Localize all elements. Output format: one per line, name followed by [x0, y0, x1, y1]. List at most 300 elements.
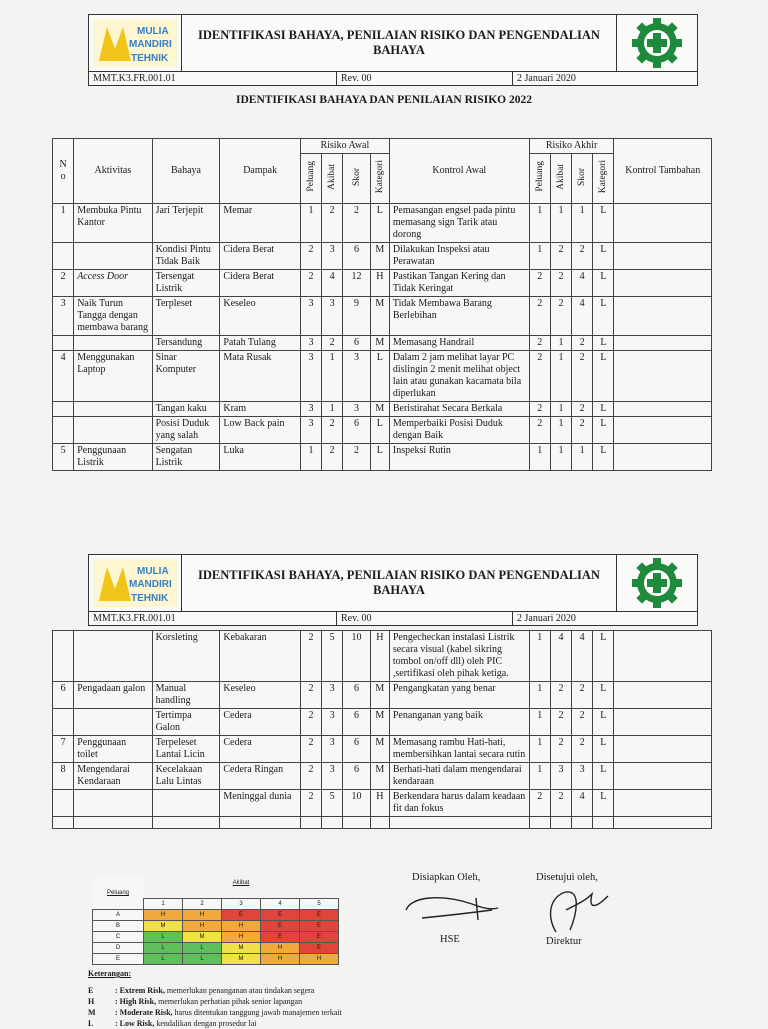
cell-empty [550, 817, 571, 829]
cell-dampak: Cidera Berat [220, 243, 301, 270]
cell-kontrol: Dalam 2 jam melihat layar PC dislingin 2 menit melihat object lain atau gunakan kacamata bila diperlukan [389, 351, 529, 402]
table-row [53, 243, 712, 270]
cell-aktivitas [74, 243, 152, 270]
cell-kontrol: Memasang Handrail [389, 336, 529, 351]
revision: Rev. 00 [337, 612, 513, 625]
cell-a2: 2 [550, 736, 571, 763]
document-header-1 [88, 14, 698, 86]
cell-s: 6 [343, 243, 371, 270]
cell-kontrol-tambahan [614, 351, 712, 402]
cell-k2: L [593, 682, 614, 709]
cell-p2: 2 [529, 402, 550, 417]
cell-s2: 2 [572, 417, 593, 444]
matrix-cell: M [144, 920, 183, 931]
cell-no: 5 [53, 444, 74, 471]
cell-s2: 1 [572, 204, 593, 243]
table-row [53, 631, 712, 682]
matrix-row-label: C [93, 931, 144, 942]
matrix-col-header: 5 [300, 898, 339, 909]
cell-a2: 2 [550, 243, 571, 270]
cell-s: 6 [343, 763, 371, 790]
matrix-cell: H [222, 920, 261, 931]
cell-aktivitas [74, 631, 152, 682]
cell-dampak: Mata Rusak [220, 351, 301, 402]
cell-a: 2 [322, 336, 343, 351]
doc-date: 2 Januari 2020 [517, 613, 576, 624]
cell-dampak: Cedera [220, 709, 301, 736]
legend-key: M [88, 1008, 96, 1017]
cell-s: 2 [343, 444, 371, 471]
legend-description: memerlukan perhatian pihak senior lapangan [156, 997, 303, 1006]
cell-k: L [370, 351, 389, 402]
cell-bahaya: Kondisi Pintu Tidak Baik [152, 243, 220, 270]
col-no: N o [53, 139, 74, 204]
cell-k2: L [593, 351, 614, 402]
table-row [53, 204, 712, 243]
cell-bahaya: Kecelakaan Lalu Lintas [152, 763, 220, 790]
cell-aktivitas: Naik Turun Tangga dengan membawa barang [74, 297, 152, 336]
prepared-role: HSE [440, 934, 460, 945]
matrix-col-header: 4 [261, 898, 300, 909]
cell-s: 6 [343, 709, 371, 736]
cell-a: 3 [322, 736, 343, 763]
cell-empty [74, 817, 152, 829]
matrix-cell: E [222, 909, 261, 920]
cell-k: H [370, 790, 389, 817]
cell-bahaya [152, 790, 220, 817]
cell-no: 1 [53, 204, 74, 243]
cell-kontrol-tambahan [614, 631, 712, 682]
cell-p2: 1 [529, 763, 550, 790]
cell-a: 3 [322, 682, 343, 709]
cell-p2: 2 [529, 270, 550, 297]
matrix-cell: M [183, 931, 222, 942]
table-row-empty [53, 817, 712, 829]
cell-s: 3 [343, 351, 371, 402]
matrix-col-header: 3 [222, 898, 261, 909]
cell-kontrol: Tidak Membawa Barang Berlebihan [389, 297, 529, 336]
company-logo [89, 15, 182, 71]
cell-s: 6 [343, 336, 371, 351]
doc-date: 2 Januari 2020 [517, 73, 576, 84]
cell-a: 3 [322, 763, 343, 790]
cell-a2: 2 [550, 270, 571, 297]
cell-empty [300, 817, 321, 829]
cell-a2: 2 [550, 790, 571, 817]
cell-a: 3 [322, 297, 343, 336]
cell-p: 2 [300, 709, 321, 736]
cell-s2: 4 [572, 297, 593, 336]
cell-p: 3 [300, 417, 321, 444]
matrix-cell: L [183, 953, 222, 964]
cell-aktivitas: Penggunaan toilet [74, 736, 152, 763]
legend-key: H [88, 997, 95, 1006]
risk-matrix [92, 878, 339, 965]
cell-aktivitas [74, 790, 152, 817]
matrix-peluang-label: Peluang [93, 888, 144, 898]
matrix-cell: E [300, 942, 339, 953]
cell-no [53, 790, 74, 817]
cell-k2: L [593, 297, 614, 336]
cell-k: H [370, 270, 389, 297]
cell-k: H [370, 631, 389, 682]
cell-a: 5 [322, 631, 343, 682]
legend-item [88, 996, 342, 1007]
cell-bahaya: Manual handling [152, 682, 220, 709]
matrix-cell: H [144, 909, 183, 920]
cell-p2: 1 [529, 736, 550, 763]
risk-table-page2 [52, 630, 712, 829]
cell-kontrol: Memasang rambu Hati-hati, membersihkan lantai secara rutin [389, 736, 529, 763]
cell-k: M [370, 243, 389, 270]
col-kategori-akhir: Kategori [598, 159, 609, 194]
cell-k2: L [593, 270, 614, 297]
matrix-cell: E [300, 909, 339, 920]
cell-s2: 1 [572, 444, 593, 471]
revision: Rev. 00 [337, 72, 513, 85]
matrix-row-label: D [93, 942, 144, 953]
cell-bahaya: Tangan kaku [152, 402, 220, 417]
cell-dampak: Cidera Berat [220, 270, 301, 297]
cell-s2: 2 [572, 336, 593, 351]
doc-number: MMT.K3.FR.001.01 [89, 72, 337, 85]
col-bahaya: Bahaya [152, 139, 220, 204]
risk-table-page1 [52, 138, 712, 471]
cell-bahaya: Terpleset [152, 297, 220, 336]
cell-a2: 1 [550, 336, 571, 351]
cell-no: 7 [53, 736, 74, 763]
cell-aktivitas: Penggunaan Listrik [74, 444, 152, 471]
matrix-cell: M [222, 942, 261, 953]
legend-risk-level: : Moderate Risk, [115, 1008, 173, 1017]
matrix-cell: L [144, 942, 183, 953]
svg-text:MULIA: MULIA [137, 26, 169, 37]
matrix-row-label: B [93, 920, 144, 931]
cell-dampak: Kebakaran [220, 631, 301, 682]
cell-a2: 1 [550, 402, 571, 417]
cell-s: 10 [343, 790, 371, 817]
cell-a2: 3 [550, 763, 571, 790]
cell-a: 1 [322, 351, 343, 402]
cell-p2: 1 [529, 243, 550, 270]
cell-k: M [370, 336, 389, 351]
cell-a2: 4 [550, 631, 571, 682]
cell-dampak: Meninggal dunia [220, 790, 301, 817]
cell-a: 3 [322, 243, 343, 270]
cell-p2: 2 [529, 336, 550, 351]
col-skor: Skor [351, 167, 362, 186]
col-risiko-akhir: Risiko Akhir [529, 139, 614, 154]
cell-p2: 2 [529, 351, 550, 402]
cell-s: 6 [343, 736, 371, 763]
cell-s: 3 [343, 402, 371, 417]
legend-key: E [88, 986, 94, 995]
matrix-cell: H [300, 953, 339, 964]
cell-bahaya: Sengatan Listrik [152, 444, 220, 471]
cell-bahaya: Jari Terjepit [152, 204, 220, 243]
legend-keterangan [88, 968, 342, 1029]
matrix-row-label: A [93, 909, 144, 920]
cell-s2: 2 [572, 402, 593, 417]
cell-dampak: Cedera [220, 736, 301, 763]
matrix-cell: L [144, 931, 183, 942]
cell-kontrol: Berkendara harus dalam keadaan fit dan fokus [389, 790, 529, 817]
cell-s2: 2 [572, 736, 593, 763]
cell-dampak: Memar [220, 204, 301, 243]
cell-s2: 2 [572, 682, 593, 709]
cell-empty [389, 817, 529, 829]
table-row [53, 682, 712, 709]
cell-kontrol-tambahan [614, 709, 712, 736]
cell-no [53, 417, 74, 444]
cell-a2: 1 [550, 204, 571, 243]
table-row [53, 297, 712, 336]
cell-bahaya: Tertimpa Galon [152, 709, 220, 736]
cell-s2: 3 [572, 763, 593, 790]
matrix-col-header: 1 [144, 898, 183, 909]
cell-a: 2 [322, 204, 343, 243]
cell-kontrol-tambahan [614, 336, 712, 351]
cell-k2: L [593, 736, 614, 763]
cell-p: 1 [300, 444, 321, 471]
cell-bahaya: Posisi Duduk yang salah [152, 417, 220, 444]
cell-k2: L [593, 417, 614, 444]
document-header-2 [88, 554, 698, 626]
cell-k2: L [593, 204, 614, 243]
cell-bahaya: Tersandung [152, 336, 220, 351]
matrix-corner [93, 898, 144, 909]
cell-k: L [370, 444, 389, 471]
cell-s: 9 [343, 297, 371, 336]
cell-kontrol: Inspeksi Rutin [389, 444, 529, 471]
doc-number: MMT.K3.FR.001.01 [89, 612, 337, 625]
cell-empty [614, 817, 712, 829]
legend-risk-level: : Extrem Risk, [115, 986, 165, 995]
cell-kontrol: Beristirahat Secara Berkala [389, 402, 529, 417]
matrix-row-label: E [93, 953, 144, 964]
cell-p: 2 [300, 790, 321, 817]
svg-text:TEHNIK: TEHNIK [131, 53, 169, 64]
cell-no [53, 631, 74, 682]
section-subtitle: IDENTIFIKASI BAHAYA DAN PENILAIAN RISIKO 2022 [236, 94, 532, 106]
matrix-cell: H [261, 942, 300, 953]
cell-k: M [370, 736, 389, 763]
svg-text:MANDIRI: MANDIRI [129, 579, 172, 590]
col-aktivitas: Aktivitas [74, 139, 152, 204]
cell-k2: L [593, 763, 614, 790]
cell-dampak: Cedera Ringan [220, 763, 301, 790]
cell-p: 1 [300, 204, 321, 243]
cell-kontrol-tambahan [614, 763, 712, 790]
cell-a: 3 [322, 709, 343, 736]
approved-signature [526, 886, 616, 941]
cell-p2: 2 [529, 297, 550, 336]
cell-a: 2 [322, 444, 343, 471]
cell-s2: 4 [572, 270, 593, 297]
col-kontrol-awal: Kontrol Awal [389, 139, 529, 204]
cell-p: 2 [300, 631, 321, 682]
cell-s2: 2 [572, 243, 593, 270]
cell-empty [220, 817, 301, 829]
cell-kontrol: Penanganan yang baik [389, 709, 529, 736]
matrix-col-header: 2 [183, 898, 222, 909]
cell-a2: 1 [550, 444, 571, 471]
cell-bahaya: Korsleting [152, 631, 220, 682]
legend-item [88, 985, 342, 996]
cell-k2: L [593, 790, 614, 817]
cell-empty [152, 817, 220, 829]
cell-a2: 2 [550, 682, 571, 709]
cell-aktivitas [74, 417, 152, 444]
cell-s2: 2 [572, 709, 593, 736]
cell-s: 6 [343, 682, 371, 709]
cell-empty [572, 817, 593, 829]
cell-p2: 2 [529, 790, 550, 817]
cell-s2: 4 [572, 790, 593, 817]
cell-no: 6 [53, 682, 74, 709]
cell-aktivitas [74, 709, 152, 736]
cell-a: 2 [322, 417, 343, 444]
col-peluang: Peluang [305, 161, 316, 192]
cell-kontrol-tambahan [614, 243, 712, 270]
cell-empty [593, 817, 614, 829]
matrix-akibat-label: Akibat [232, 880, 250, 886]
cell-no: 8 [53, 763, 74, 790]
cell-kontrol: Memperbaiki Posisi Duduk dengan Baik [389, 417, 529, 444]
cell-kontrol-tambahan [614, 204, 712, 243]
cell-k: L [370, 417, 389, 444]
legend-title: Keterangan: [88, 969, 132, 978]
col-akibat: Akibat [327, 163, 338, 190]
cell-p2: 1 [529, 709, 550, 736]
cell-aktivitas: Pengadaan galon [74, 682, 152, 709]
table-row [53, 763, 712, 790]
col-kategori: Kategori [374, 159, 385, 194]
legend-description: memerlukan penanganan atau tindakan segera [164, 986, 315, 995]
document-title: IDENTIFIKASI BAHAYA, PENILAIAN RISIKO DAN PENGENDALIAN BAHAYA [198, 568, 600, 597]
cell-aktivitas [74, 336, 152, 351]
cell-kontrol: Pemasangan engsel pada pintu memasang sign Tarik atau dorong [389, 204, 529, 243]
col-risiko-awal: Risiko Awal [300, 139, 389, 154]
prepared-by-label: Disiapkan Oleh, [412, 872, 481, 883]
cell-s2: 2 [572, 351, 593, 402]
cell-a: 5 [322, 790, 343, 817]
cell-no: 4 [53, 351, 74, 402]
cell-no [53, 709, 74, 736]
cell-kontrol-tambahan [614, 270, 712, 297]
cell-aktivitas: Mengendarai Kendaraan [74, 763, 152, 790]
table-row [53, 402, 712, 417]
cell-p: 2 [300, 270, 321, 297]
matrix-cell: L [144, 953, 183, 964]
cell-kontrol: Pastikan Tangan Kering dan Tidak Keringat [389, 270, 529, 297]
cell-dampak: Keseleo [220, 682, 301, 709]
cell-empty [322, 817, 343, 829]
cell-a2: 2 [550, 297, 571, 336]
matrix-cell: H [183, 909, 222, 920]
col-peluang-akhir: Peluang [534, 161, 545, 192]
table-row [53, 417, 712, 444]
col-skor-akhir: Skor [577, 167, 588, 186]
cell-kontrol-tambahan [614, 682, 712, 709]
cell-a: 4 [322, 270, 343, 297]
legend-key: L [88, 1019, 94, 1028]
cell-kontrol-tambahan [614, 736, 712, 763]
matrix-cell: H [183, 920, 222, 931]
svg-text:TEHNIK: TEHNIK [131, 593, 169, 604]
cell-s2: 4 [572, 631, 593, 682]
cell-k2: L [593, 243, 614, 270]
cell-empty [343, 817, 371, 829]
cell-kontrol: Pengangkatan yang benar [389, 682, 529, 709]
cell-empty [529, 817, 550, 829]
legend-description: kendalikan dengan prosedur lai [154, 1019, 257, 1028]
cell-p: 3 [300, 297, 321, 336]
col-kontrol-tambahan: Kontrol Tambahan [614, 139, 712, 204]
cell-empty [370, 817, 389, 829]
cell-dampak: Low Back pain [220, 417, 301, 444]
cell-no [53, 243, 74, 270]
company-logo [89, 555, 182, 611]
cell-s: 2 [343, 204, 371, 243]
col-akibat-akhir: Akibat [555, 163, 566, 190]
table-row [53, 736, 712, 763]
matrix-cell: E [261, 920, 300, 931]
cell-kontrol-tambahan [614, 417, 712, 444]
cell-k: M [370, 402, 389, 417]
approved-by-label: Disetujui oleh, [536, 872, 598, 883]
cell-k2: L [593, 631, 614, 682]
matrix-cell: E [261, 909, 300, 920]
cell-a2: 2 [550, 709, 571, 736]
matrix-cell: H [222, 931, 261, 942]
table-row [53, 336, 712, 351]
matrix-cell: E [300, 931, 339, 942]
cell-p: 3 [300, 351, 321, 402]
approved-role: Direktur [546, 936, 582, 947]
cell-p: 2 [300, 682, 321, 709]
cell-dampak: Patah Tulang [220, 336, 301, 351]
cell-a: 1 [322, 402, 343, 417]
cell-k2: L [593, 336, 614, 351]
cell-p2: 1 [529, 682, 550, 709]
legend-risk-level: : High Risk, [115, 997, 157, 1006]
cell-no [53, 336, 74, 351]
cell-bahaya: Terpeleset Lantai Licin [152, 736, 220, 763]
cell-k2: L [593, 709, 614, 736]
cell-p: 2 [300, 736, 321, 763]
cell-a2: 1 [550, 351, 571, 402]
cell-p2: 1 [529, 444, 550, 471]
cell-k: L [370, 204, 389, 243]
table-row [53, 790, 712, 817]
legend-description: harus ditentukan tanggung jawab manajemen terkait [172, 1008, 342, 1017]
k3-safety-gear-icon [616, 555, 697, 611]
cell-s: 12 [343, 270, 371, 297]
cell-k: M [370, 763, 389, 790]
k3-safety-gear-icon [616, 15, 697, 71]
cell-no: 2 [53, 270, 74, 297]
table-row [53, 444, 712, 471]
cell-aktivitas: Membuka Pintu Kantor [74, 204, 152, 243]
col-dampak: Dampak [220, 139, 301, 204]
table-row [53, 351, 712, 402]
matrix-cell: M [222, 953, 261, 964]
cell-bahaya: Sinar Komputer [152, 351, 220, 402]
cell-kontrol-tambahan [614, 297, 712, 336]
cell-s: 6 [343, 417, 371, 444]
matrix-cell: E [300, 920, 339, 931]
